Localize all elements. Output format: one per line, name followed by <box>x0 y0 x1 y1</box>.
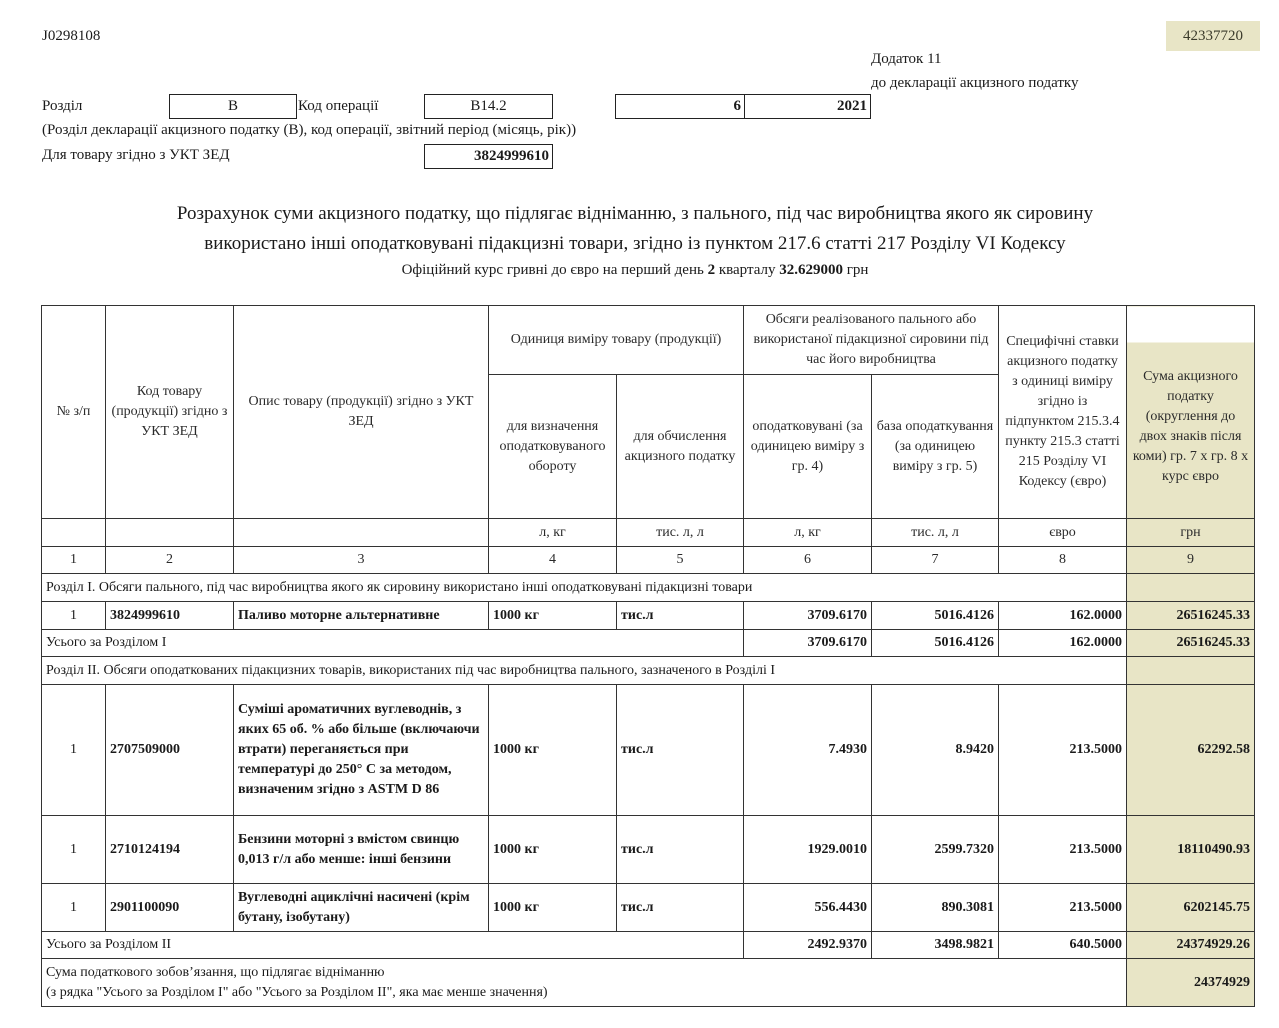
row-unit-5: тис.л <box>617 602 744 630</box>
row-unit-5: тис.л <box>617 884 744 932</box>
exchange-rate-line <box>20 262 1250 279</box>
row-number: 1 <box>42 884 106 932</box>
column-number: 8 <box>999 547 1127 574</box>
row-value-7: 890.3081 <box>872 884 999 932</box>
ukt-label: Для товару згідно з УКТ ЗЕД <box>42 147 230 163</box>
column-number: 6 <box>744 547 872 574</box>
header-col-2: Код товару (продукції) згідно з УКТ ЗЕД <box>106 306 234 519</box>
section2-total-8: 640.5000 <box>999 932 1127 959</box>
header-col-6: оподатковувані (за одиницею виміру з гр. 4) <box>744 375 872 519</box>
unit-cell <box>106 519 234 547</box>
row-value-8: 213.5000 <box>999 884 1127 932</box>
row-value-8: 213.5000 <box>999 816 1127 884</box>
section1-total-7: 5016.4126 <box>872 630 999 657</box>
row-number: 1 <box>42 816 106 884</box>
document-title-line2: використано інші оподатковувані підакцизні товари, згідно із пунктом 217.6 статті 217 Розділу VI Кодексу <box>204 233 1066 254</box>
header-col-7: база оподаткування (за одиницею виміру з гр. 5) <box>872 375 999 519</box>
operation-code-field[interactable]: В14.2 <box>424 94 553 119</box>
header-volume-group: Обсяги реалізованого пального або використаної підакцизної сировини під час його виробництва <box>744 306 999 375</box>
column-number: 4 <box>489 547 617 574</box>
row-description: Паливо моторне альтернативне <box>234 602 489 630</box>
row-value-9: 62292.58 <box>1127 685 1255 816</box>
column-number: 5 <box>617 547 744 574</box>
section2-title: Розділ II. Обсяги оподаткованих підакцизних товарів, використаних під час виробництва пального, зазначеного в Розділі I <box>42 657 1127 685</box>
section2-title-sum-cell <box>1127 657 1255 685</box>
row-value-7: 5016.4126 <box>872 602 999 630</box>
header-col-8: Специфічні ставки акцизного податку з одиниці виміру згідно із підпунктом 215.3.4 пункту 215.3 статті 215 Розділу VI Кодексу (євро) <box>999 306 1127 519</box>
units-row <box>42 519 1255 547</box>
header-col-9: Сума акцизного податку (округлення до двох знаків після коми) гр. 7 х гр. 8 х курс євро <box>1127 306 1255 519</box>
table-row <box>42 816 1255 884</box>
section2-total-label: Усього за Розділом II <box>42 932 744 959</box>
section1-total-label: Усього за Розділом I <box>42 630 744 657</box>
table-row <box>42 685 1255 816</box>
rate-prefix: Офіційний курс гривні до євро на перший день <box>401 262 708 278</box>
column-number: 3 <box>234 547 489 574</box>
row-unit-5: тис.л <box>617 816 744 884</box>
row-unit-4: 1000 кг <box>489 685 617 816</box>
header-col-3: Опис товару (продукції) згідно з УКТ ЗЕД <box>234 306 489 519</box>
section-field[interactable]: В <box>169 94 297 119</box>
row-code: 3824999610 <box>106 602 234 630</box>
liability-label <box>42 959 1127 1007</box>
row-description: Суміші ароматичних вуглеводнів, з яких 65 об. % або більше (включаючи втрати) переганяється при температурі до 250° С за методом, визначеним згідно з ASTM D 86 <box>234 685 489 816</box>
liability-value: 24374929 <box>1127 959 1255 1007</box>
header-explanation: (Розділ декларації акцизного податку (В), код операції, звітний період (місяць, рік)) <box>42 122 577 138</box>
liability-label-line2: (з рядка "Усього за Розділом I" або "Усього за Розділом II", яка має менше значення) <box>46 984 548 1000</box>
row-value-8: 162.0000 <box>999 602 1127 630</box>
section2-total-row <box>42 932 1255 959</box>
appendix-subtitle: до декларації акцизного податку <box>871 75 1079 91</box>
row-code: 2710124194 <box>106 816 234 884</box>
liability-label-line1: Сума податкового зобов’язання, що підлягає відніманню <box>46 964 385 980</box>
rate-middle: кварталу <box>715 262 780 278</box>
section1-total-6: 3709.6170 <box>744 630 872 657</box>
year-field[interactable]: 2021 <box>744 94 871 119</box>
form-code: J0298108 <box>42 28 101 44</box>
row-unit-4: 1000 кг <box>489 884 617 932</box>
column-number: 7 <box>872 547 999 574</box>
row-value-6: 556.4430 <box>744 884 872 932</box>
section1-title-sum-cell <box>1127 574 1255 602</box>
row-value-6: 3709.6170 <box>744 602 872 630</box>
section-label: Розділ <box>42 98 83 114</box>
row-unit-4: 1000 кг <box>489 816 617 884</box>
unit-cell: євро <box>999 519 1127 547</box>
section1-title-row <box>42 574 1255 602</box>
appendix-title: Додаток 11 <box>871 51 942 67</box>
unit-cell <box>234 519 489 547</box>
unit-cell: грн <box>1127 519 1255 547</box>
unit-cell: тис. л, л <box>872 519 999 547</box>
row-value-9: 26516245.33 <box>1127 602 1255 630</box>
row-description: Вуглеводні ациклічні насичені (крім бутану, ізобутану) <box>234 884 489 932</box>
rate-quarter: 2 <box>707 262 716 278</box>
section2-total-6: 2492.9370 <box>744 932 872 959</box>
row-value-9: 18110490.93 <box>1127 816 1255 884</box>
section2-title-row <box>42 657 1255 685</box>
rate-suffix: грн <box>842 262 869 278</box>
row-value-8: 213.5000 <box>999 685 1127 816</box>
section2-total-7: 3498.9821 <box>872 932 999 959</box>
column-number: 2 <box>106 547 234 574</box>
calculation-table <box>41 305 1255 1007</box>
row-code: 2707509000 <box>106 685 234 816</box>
row-value-9: 6202145.75 <box>1127 884 1255 932</box>
row-unit-4: 1000 кг <box>489 602 617 630</box>
section1-total-row <box>42 630 1255 657</box>
unit-cell: л, кг <box>744 519 872 547</box>
header-col-5: для обчислення акцизного податку <box>617 375 744 519</box>
row-unit-5: тис.л <box>617 685 744 816</box>
section1-title: Розділ I. Обсяги пального, під час виробництва якого як сировину використано інші оподатковувані підакцизні товари <box>42 574 1127 602</box>
ukt-code-field[interactable]: 3824999610 <box>424 144 553 169</box>
row-value-6: 1929.0010 <box>744 816 872 884</box>
row-number: 1 <box>42 602 106 630</box>
row-number: 1 <box>42 685 106 816</box>
row-value-6: 7.4930 <box>744 685 872 816</box>
column-numbers-row <box>42 547 1255 574</box>
header-col-1: № з/п <box>42 306 106 519</box>
row-value-7: 2599.7320 <box>872 816 999 884</box>
unit-cell: тис. л, л <box>617 519 744 547</box>
section1-total-9: 26516245.33 <box>1127 630 1255 657</box>
operation-code-label: Код операції <box>298 98 379 114</box>
month-field[interactable]: 6 <box>615 94 745 119</box>
section1-total-8: 162.0000 <box>999 630 1127 657</box>
section2-total-9: 24374929.26 <box>1127 932 1255 959</box>
column-number: 1 <box>42 547 106 574</box>
column-number: 9 <box>1127 547 1255 574</box>
rate-value: 32.629000 <box>779 262 843 278</box>
taxpayer-id-field[interactable]: 42337720 <box>1166 21 1260 51</box>
document-title-line1: Розрахунок суми акцизного податку, що підлягає відніманню, з пального, під час виробництва якого як сировину <box>176 203 1094 224</box>
liability-row <box>42 959 1255 1007</box>
unit-cell: л, кг <box>489 519 617 547</box>
row-value-7: 8.9420 <box>872 685 999 816</box>
header-row-1 <box>42 306 1255 375</box>
header-col-4: для визначення оподатковуваного обороту <box>489 375 617 519</box>
header-unit-group: Одиниця виміру товару (продукції) <box>489 306 744 375</box>
table-row <box>42 884 1255 932</box>
unit-cell <box>42 519 106 547</box>
row-description: Бензини моторні з вмістом свинцю 0,013 г/л або менше: інші бензини <box>234 816 489 884</box>
row-code: 2901100090 <box>106 884 234 932</box>
table-row <box>42 602 1255 630</box>
